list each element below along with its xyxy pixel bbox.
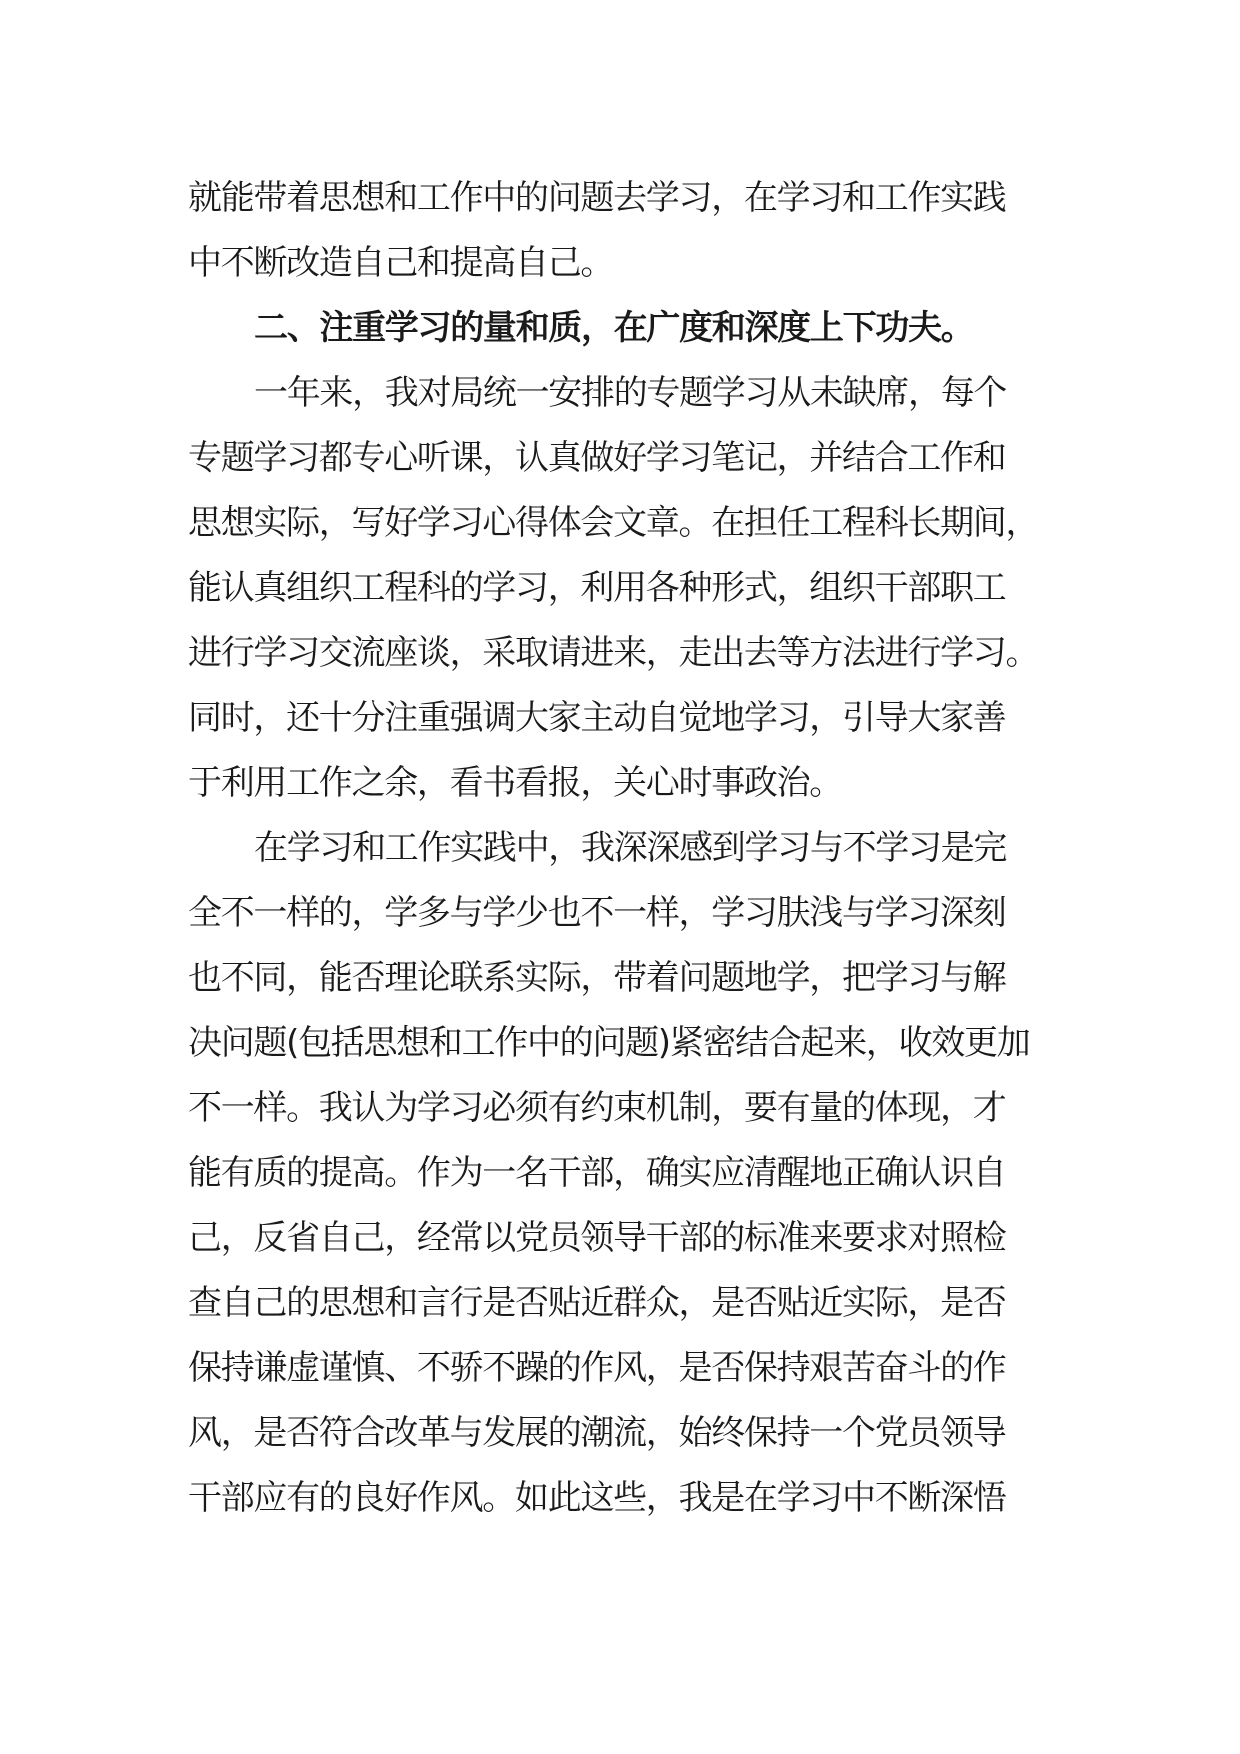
text-line: 不一样。我认为学习必须有约束机制，要有量的体现，才 <box>188 1088 1006 1128</box>
text-line: 于利用工作之余，看书看报，关心时事政治。 <box>188 763 842 803</box>
text-line: 保持谦虚谨慎、不骄不躁的作风，是否保持艰苦奋斗的作 <box>188 1348 1006 1388</box>
paragraph-first-line: 在学习和工作实践中，我深深感到学习与不学习是完 <box>254 828 1007 868</box>
text-line: 专题学习都专心听课，认真做好学习笔记，并结合工作和 <box>188 438 1006 478</box>
text-line: 查自己的思想和言行是否贴近群众，是否贴近实际，是否 <box>188 1283 1006 1323</box>
text-line: 己，反省自己，经常以党员领导干部的标准来要求对照检 <box>188 1218 1006 1258</box>
text-line: 能认真组织工程科的学习，利用各种形式，组织干部职工 <box>188 568 1006 608</box>
text-line: 进行学习交流座谈，采取请进来，走出去等方法进行学习。 <box>188 633 1039 673</box>
text-line: 能有质的提高。作为一名干部，确实应清醒地正确认识自 <box>188 1153 1006 1193</box>
text-line: 决问题(包括思想和工作中的问题)紧密结合起来，收效更加 <box>188 1023 1030 1063</box>
text-line: 思想实际，写好学习心得体会文章。在担任工程科长期间， <box>188 503 1039 543</box>
section-heading: 二、注重学习的量和质，在广度和深度上下功夫。 <box>254 308 974 348</box>
body-text <box>188 166 1068 1531</box>
text-line: 也不同，能否理论联系实际，带着问题地学，把学习与解 <box>188 958 1006 998</box>
text-line: 全不一样的，学多与学少也不一样，学习肤浅与学习深刻 <box>188 893 1006 933</box>
text-line: 就能带着思想和工作中的问题去学习，在学习和工作实践 <box>188 178 1006 218</box>
text-line: 同时，还十分注重强调大家主动自觉地学习，引导大家善 <box>188 698 1006 738</box>
text-line: 中不断改造自己和提高自己。 <box>188 243 614 283</box>
text-line: 风，是否符合改革与发展的潮流，始终保持一个党员领导 <box>188 1413 1006 1453</box>
text-line: 干部应有的良好作风。如此这些，我是在学习中不断深悟 <box>188 1478 1006 1518</box>
paragraph-first-line: 一年来，我对局统一安排的专题学习从未缺席，每个 <box>254 373 1007 413</box>
